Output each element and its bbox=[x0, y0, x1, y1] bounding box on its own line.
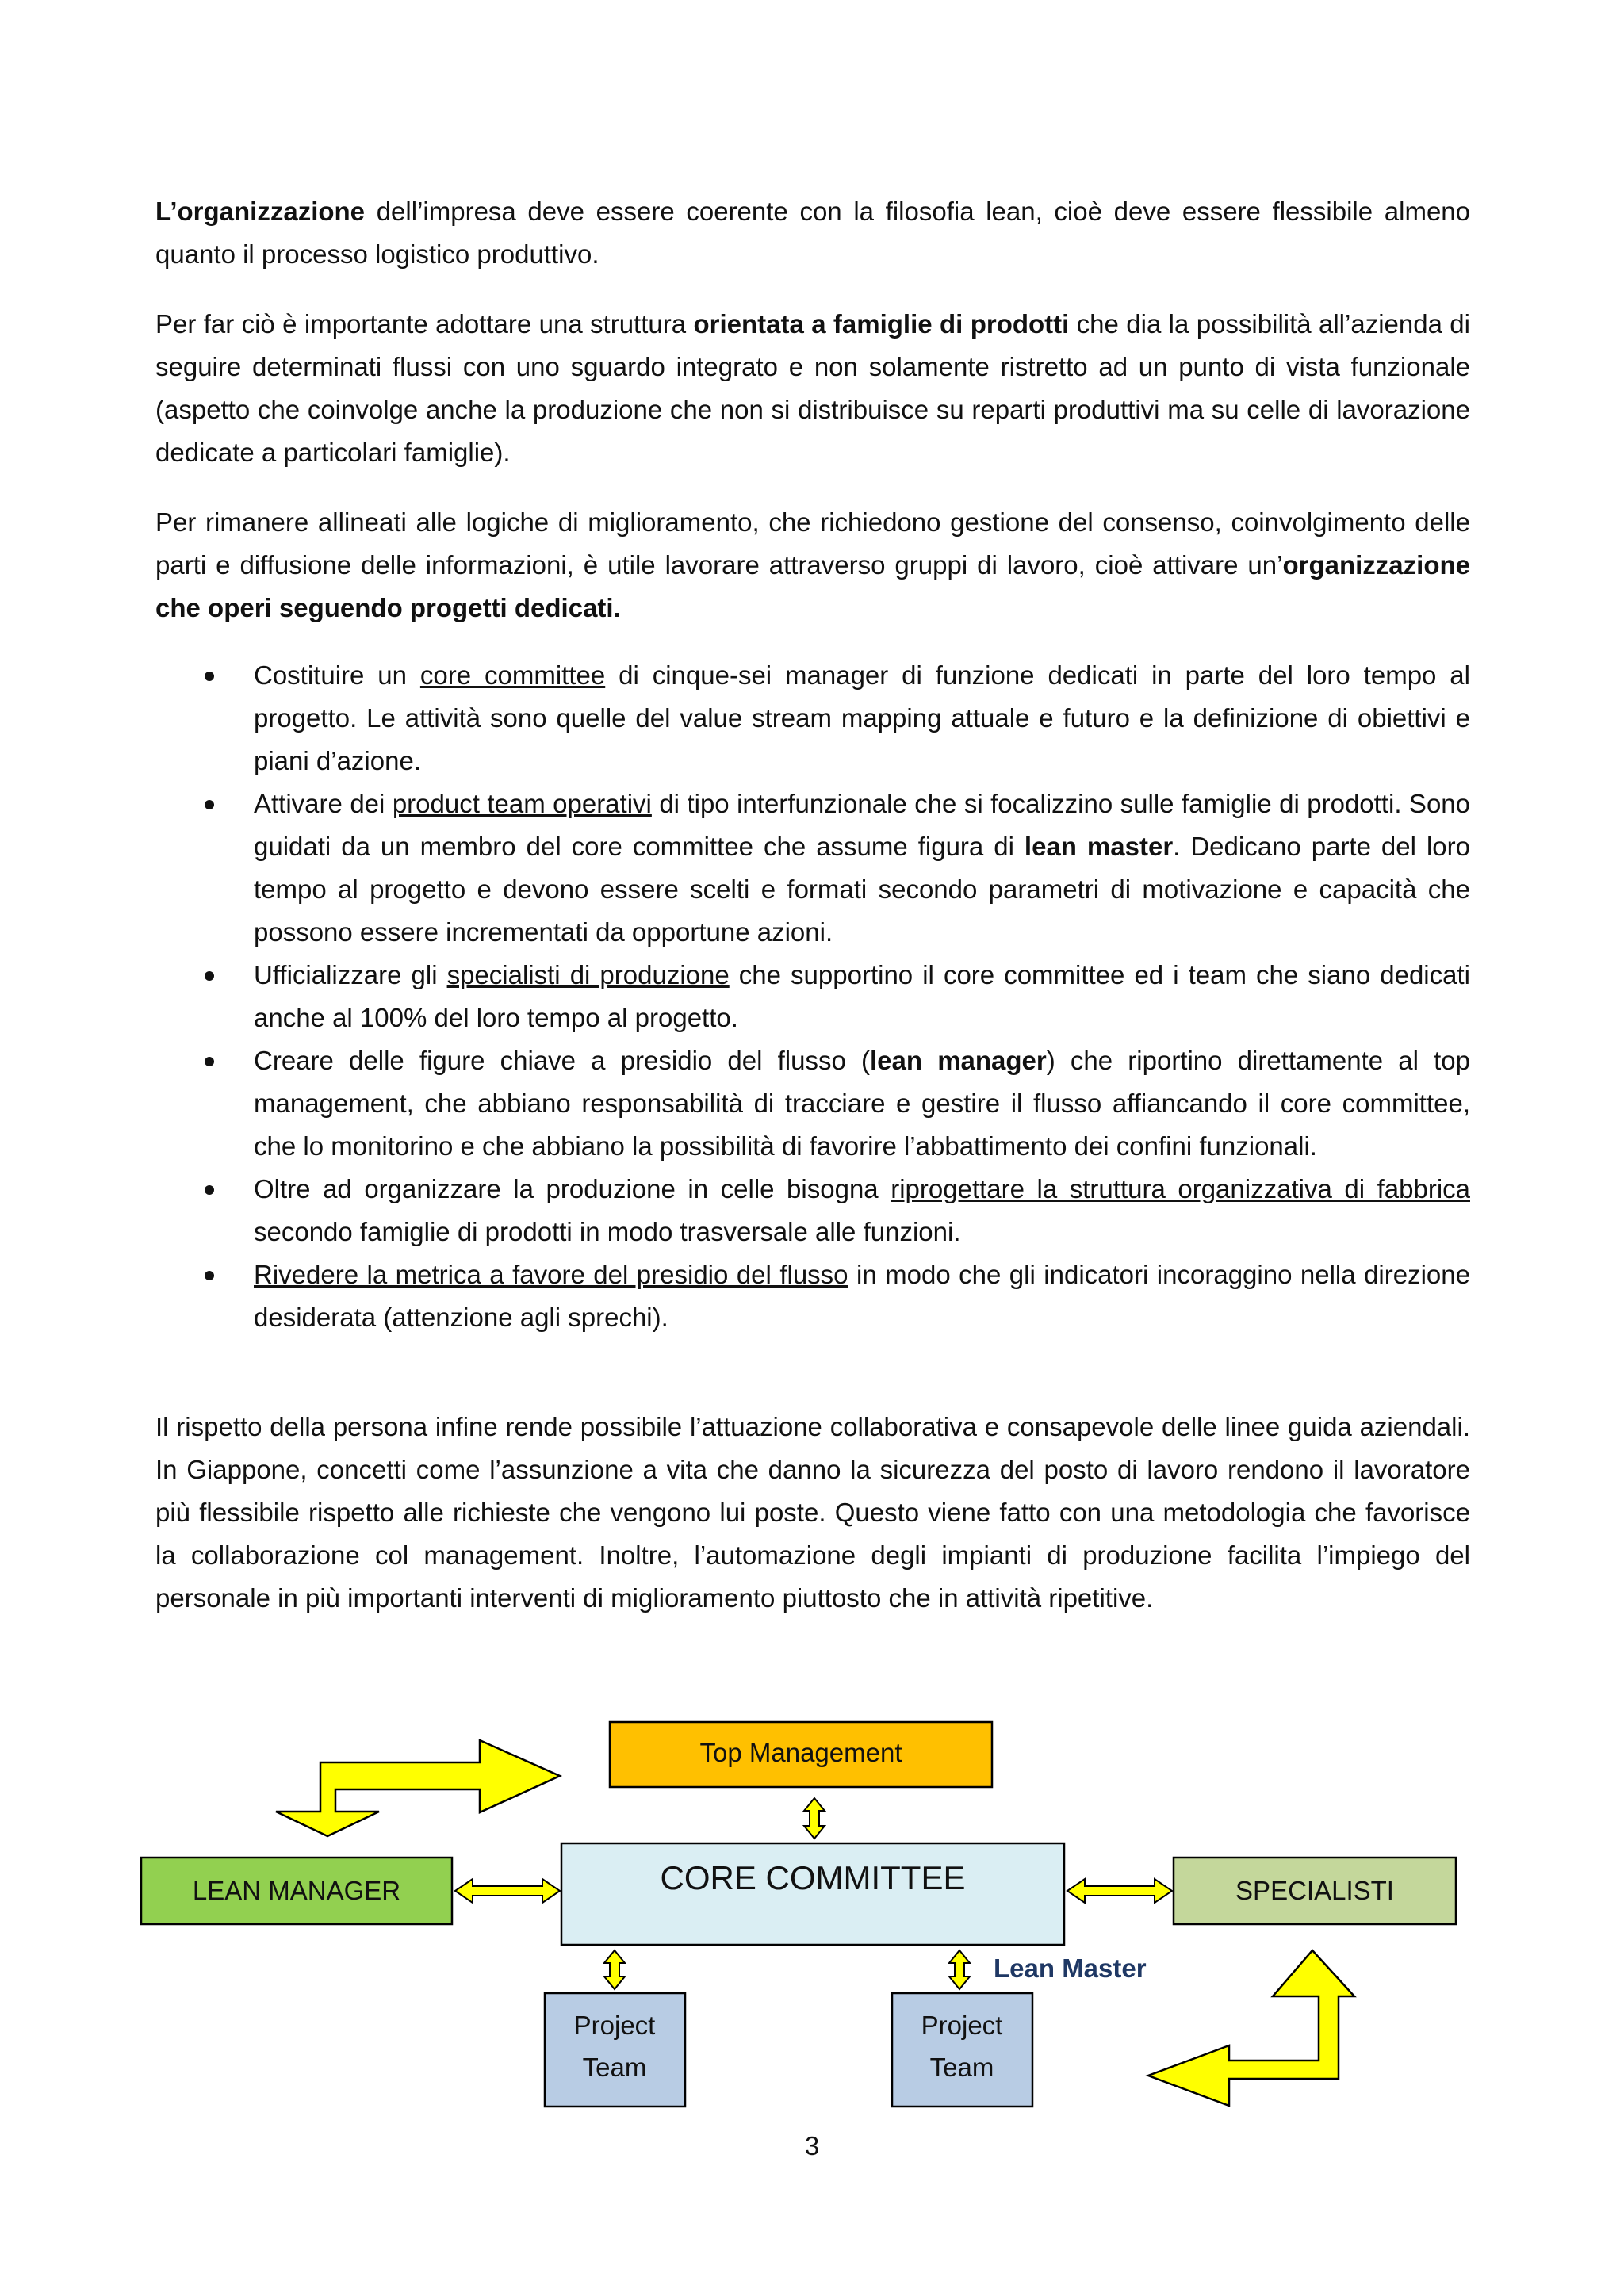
underlined-term: Rivedere la metrica a favore del presidio del flusso bbox=[254, 1260, 848, 1289]
list-text: secondo famiglie di prodotti in modo trasversale alle funzioni. bbox=[254, 1217, 961, 1246]
lean-master-label: Lean Master bbox=[994, 1954, 1147, 1983]
list-text: in modo che gli indicatori incoraggino nella direzione desiderata (attenzione agli sprechi). bbox=[254, 1260, 1470, 1332]
paragraph-text: Per rimanere allineati alle logiche di miglioramento, che richiedono gestione del consenso, coinvolgimento delle parti e diffusione delle informazioni, è utile lavorare attraverso gruppi di lavoro, cioè attivare un’ bbox=[155, 507, 1470, 580]
project-team-1-line1: Project bbox=[573, 2011, 656, 2040]
bent-arrow-left-icon bbox=[276, 1740, 560, 1836]
list-text: Attivare dei bbox=[254, 789, 393, 818]
paragraph-text: Per far ciò è importante adottare una struttura bbox=[155, 309, 694, 339]
page-number: 3 bbox=[804, 2131, 820, 2160]
double-arrow-horizontal-icon bbox=[455, 1879, 560, 1903]
double-arrow-horizontal-icon bbox=[1067, 1879, 1172, 1903]
list-text: di tipo interfunzionale che si focalizzino sulle famiglie di prodotti. Sono guidati da un membro del core committee che assume figura di bbox=[254, 789, 1470, 861]
specialisti-label: SPECIALISTI bbox=[1235, 1876, 1394, 1905]
bold-term: organizzazione che operi seguendo progetti dedicati. bbox=[155, 550, 1470, 622]
underlined-term: product team operativi bbox=[392, 789, 652, 818]
double-arrow-vertical-icon bbox=[804, 1798, 825, 1839]
list-text: di cinque-sei manager di funzione dedicati in parte del loro tempo al progetto. Le attività sono quelle del value stream mapping attuale e futuro e la definizione di obiettivi e piani d’azione. bbox=[254, 660, 1470, 775]
underlined-term: core committee bbox=[419, 660, 606, 690]
bold-term: orientata a famiglie di prodotti bbox=[693, 309, 1070, 339]
paragraph-text: dell’impresa deve essere coerente con la filosofia lean, cioè deve essere flessibile almeno quanto il processo logistico produttivo. bbox=[155, 197, 1470, 269]
list-text: . Dedicano parte del loro tempo al progetto e devono essere scelti e formati secondo parametri di motivazione e capacità che possono essere incrementati da opportune azioni. bbox=[254, 832, 1470, 947]
core-committee-label: CORE COMMITTEE bbox=[660, 1859, 966, 1896]
bold-term: lean manager bbox=[870, 1046, 1047, 1075]
project-team-1-line2: Team bbox=[582, 2053, 647, 2082]
lean-manager-label: LEAN MANAGER bbox=[192, 1876, 401, 1905]
list-text: Ufficializzare gli bbox=[254, 960, 447, 989]
project-team-2-line1: Project bbox=[921, 2011, 1003, 2040]
bold-term: L’organizzazione bbox=[155, 197, 366, 226]
list-text: Oltre ad organizzare la produzione in celle bisogna bbox=[254, 1174, 891, 1203]
list-text: che supportino il core committee ed i team che siano dedicati anche al 100% del loro tempo al progetto. bbox=[254, 960, 1470, 1032]
list-text: Costituire un bbox=[254, 660, 420, 690]
paragraph-text: che dia la possibilità all’azienda di seguire determinati flussi con uno sguardo integrato e non solamente ristretto ad un punto di vista funzionale (aspetto che coinvolge anche la produzione che non si distribuisce su reparti produttivi ma su celle di lavorazione dedicate a particolari famiglie). bbox=[155, 309, 1470, 467]
bold-term: lean master bbox=[1024, 832, 1174, 861]
double-arrow-vertical-icon bbox=[949, 1950, 970, 1989]
underlined-term: riprogettare la struttura organizzativa di fabbrica bbox=[891, 1174, 1470, 1203]
double-arrow-vertical-icon bbox=[604, 1950, 625, 1989]
bent-arrow-right-icon bbox=[1148, 1950, 1354, 2106]
list-text: ) che riportino direttamente al top management, che abbiano responsabilità di tracciare e gestire il flusso affiancando il core committee, che lo monitorino e che abbiano la possibilità di favorire l’abbattimento dei confini funzionali. bbox=[254, 1046, 1470, 1161]
top-management-label: Top Management bbox=[699, 1738, 902, 1767]
list-text: Creare delle figure chiave a presidio del flusso ( bbox=[254, 1046, 870, 1075]
paragraph-text: Il rispetto della persona infine rende possibile l’attuazione collaborativa e consapevole delle linee guida aziendali. In Giappone, concetti come l’assunzione a vita che danno la sicurezza del posto di lavoro rendono il lavoratore più flessibile rispetto alle richieste che vengono lui poste. Questo viene fatto con una metodologia che favorisce la collaborazione col management. Inoltre, l’automazione degli impianti di produzione facilita l’impiego del personale in più importanti interventi di miglioramento piuttosto che in attività ripetitive. bbox=[155, 1412, 1470, 1613]
project-team-2-line2: Team bbox=[929, 2053, 994, 2082]
underlined-term: specialisti di produzione bbox=[446, 960, 730, 989]
